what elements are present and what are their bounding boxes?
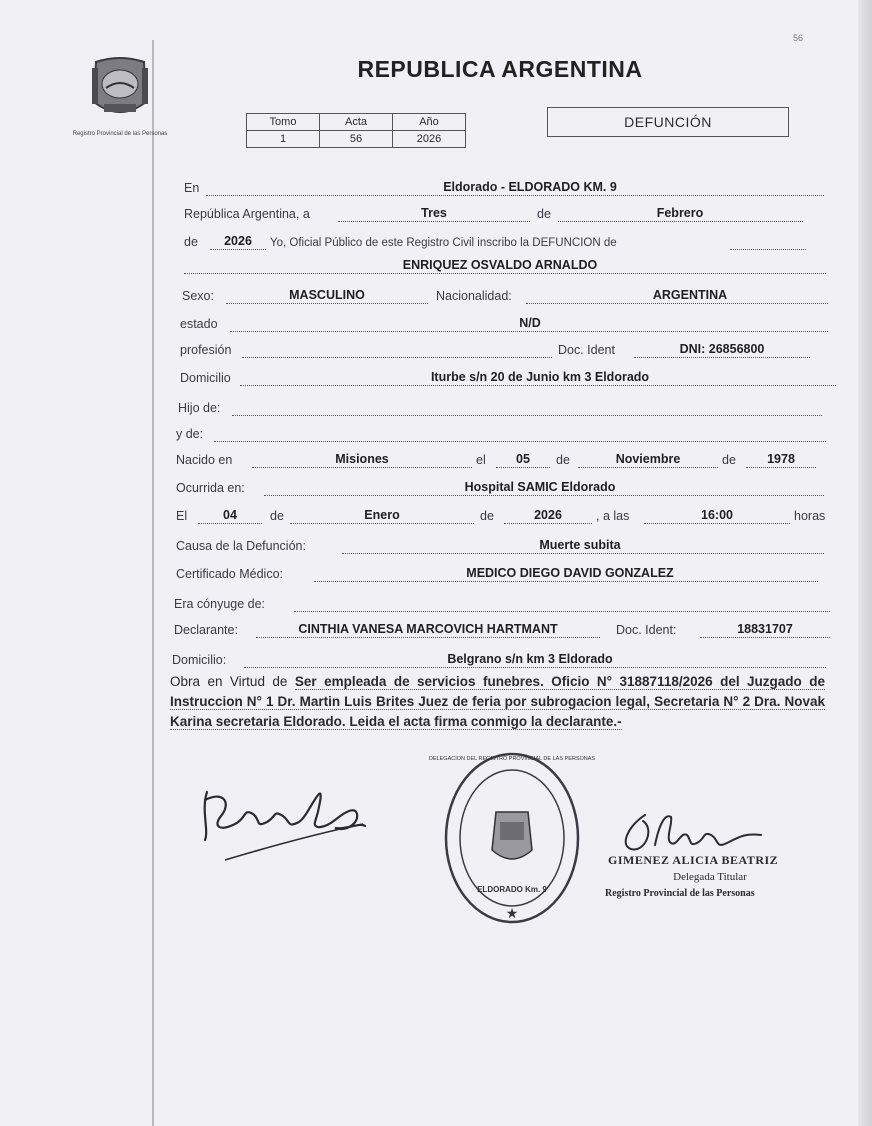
official-name: GIMENEZ ALICIA BEATRIZ <box>608 853 779 867</box>
profesion-fill <box>242 339 552 358</box>
row-conyuge <box>170 592 830 614</box>
de5-label: de <box>270 509 284 523</box>
seal-city: ELDORADO Km. 9 <box>477 885 547 894</box>
nacido-label: Nacido en <box>176 453 233 467</box>
row-name <box>170 254 830 276</box>
ocurrida-value: Hospital SAMIC Eldorado <box>464 480 616 494</box>
obra-text: Ser empleada de servicios funebres. Oficio N° 31887118/2026 del Juzgado de Instruccion N° 1 Dr. Martin Luis Brites Juez de feria por subrogacion legal, Secretaria N° 2 Dra. Novak Karina secretaria Eldorado. Leida el acta firma conmigo la declarante.- <box>170 674 825 729</box>
obra-paragraph <box>170 672 825 732</box>
conyuge-label: Era cónyuge de: <box>174 597 266 611</box>
row-hijo <box>170 396 830 418</box>
birth-year: 1978 <box>767 452 795 466</box>
de6-label: de <box>480 509 494 523</box>
birth-day: 05 <box>516 452 530 466</box>
provincial-registry-logo-icon <box>84 52 156 124</box>
en-value: Eldorado - ELDORADO KM. 9 <box>443 180 617 194</box>
obra-prefix: Obra en Virtud de <box>170 674 288 689</box>
logo-caption: Registro Provincial de las Personas <box>72 131 168 137</box>
official-seal-icon <box>428 750 596 930</box>
row-causa <box>170 534 830 556</box>
registry-table-value-row <box>247 131 466 148</box>
de2-label: de <box>184 235 198 249</box>
row-en <box>170 176 830 198</box>
declarante-label: Declarante: <box>174 623 238 637</box>
acta-header: Acta <box>320 114 393 131</box>
declarante-signature-icon <box>195 770 385 870</box>
page-number: 56 <box>793 33 804 43</box>
causa-value: Muerte subita <box>539 538 621 552</box>
row-profesion <box>170 338 830 360</box>
row-sexo <box>170 284 830 306</box>
record-type-box: DEFUNCIÓN <box>547 107 789 137</box>
registry-table <box>246 113 466 148</box>
death-year: 2026 <box>534 508 562 522</box>
domicilio2-value: Belgrano s/n km 3 Eldorado <box>447 652 613 666</box>
sexo-label: Sexo: <box>182 289 214 303</box>
ano-value: 2026 <box>393 131 466 148</box>
nacido-value: Misiones <box>335 452 389 466</box>
seal-text: DELEGACION DEL REGISTRO PROVINCIAL DE LAS PERSONAS <box>428 756 596 762</box>
ano-header: Año <box>393 114 466 131</box>
year-value: 2026 <box>224 234 252 248</box>
causa-label: Causa de la Defunción: <box>176 539 306 553</box>
certificado-value: MEDICO DIEGO DAVID GONZALEZ <box>466 566 674 580</box>
row-domicilio2 <box>170 648 830 670</box>
page-title: REPUBLICA ARGENTINA <box>357 56 643 82</box>
horas-label: horas <box>794 509 826 523</box>
hijo-label: Hijo de: <box>178 401 221 415</box>
yde-label: y de: <box>176 427 204 441</box>
official-title: Delegada Titular <box>673 871 747 883</box>
svg-text:★: ★ <box>505 905 519 921</box>
doc2-value: 18831707 <box>737 622 793 636</box>
nacionalidad-value: ARGENTINA <box>652 288 728 302</box>
row-certificado <box>170 562 830 584</box>
doc-value: DNI: 26856800 <box>679 342 765 356</box>
inscribo-text: Yo, Oficial Público de este Registro Civil inscribo la DEFUNCION de <box>270 237 617 249</box>
alas-label: , a las <box>596 509 630 523</box>
profesion-label: profesión <box>180 343 232 357</box>
certificado-label: Certificado Médico: <box>176 567 283 581</box>
de3-label: de <box>556 453 570 467</box>
row-estado <box>170 312 830 334</box>
domicilio-label: Domicilio <box>180 371 231 385</box>
row-nacido <box>170 448 830 470</box>
row-declarante <box>170 618 830 640</box>
en-label: En <box>184 181 200 195</box>
estado-value: N/D <box>519 316 541 330</box>
doc-label: Doc. Ident <box>558 343 615 357</box>
row-death-date <box>170 504 830 526</box>
de-label: de <box>537 207 551 221</box>
row-domicilio <box>170 366 830 388</box>
official-office: Registro Provincial de las Personas <box>605 888 755 899</box>
el-label: el <box>476 453 486 467</box>
row-republica <box>170 202 830 224</box>
acta-value: 56 <box>320 131 393 148</box>
hijo-fill <box>232 397 822 416</box>
domicilio-value: Iturbe s/n 20 de Junio km 3 Eldorado <box>430 370 650 384</box>
row-ocurrida <box>170 476 830 498</box>
inscribo-fill <box>730 231 806 250</box>
domicilio2-label: Domicilio: <box>172 653 227 667</box>
doc2-label: Doc. Ident: <box>616 623 677 637</box>
death-month: Enero <box>364 508 400 522</box>
day-value: Tres <box>421 206 447 220</box>
ocurrida-label: Ocurrida en: <box>176 481 245 495</box>
birth-month: Noviembre <box>615 452 681 466</box>
sexo-value: MASCULINO <box>289 288 365 302</box>
tomo-value: 1 <box>247 131 320 148</box>
month-value: Febrero <box>656 206 704 220</box>
estado-label: estado <box>180 317 218 331</box>
death-day: 04 <box>223 508 237 522</box>
name-value: ENRIQUEZ OSVALDO ARNALDO <box>402 258 598 272</box>
margin-line <box>152 40 154 1126</box>
declarante-value: CINTHIA VANESA MARCOVICH HARTMANT <box>298 622 558 636</box>
el2-label: El <box>176 509 188 523</box>
row-inscribo <box>170 230 830 252</box>
registry-table-header-row <box>247 114 466 131</box>
de4-label: de <box>722 453 736 467</box>
nacionalidad-label: Nacionalidad: <box>436 289 512 303</box>
death-time: 16:00 <box>701 508 733 522</box>
tomo-header: Tomo <box>247 114 320 131</box>
row-yde <box>170 422 830 444</box>
yde-fill <box>214 423 826 442</box>
page-edge-shadow <box>858 0 872 1126</box>
republica-label: República Argentina, a <box>184 207 310 221</box>
conyuge-fill <box>294 593 830 612</box>
